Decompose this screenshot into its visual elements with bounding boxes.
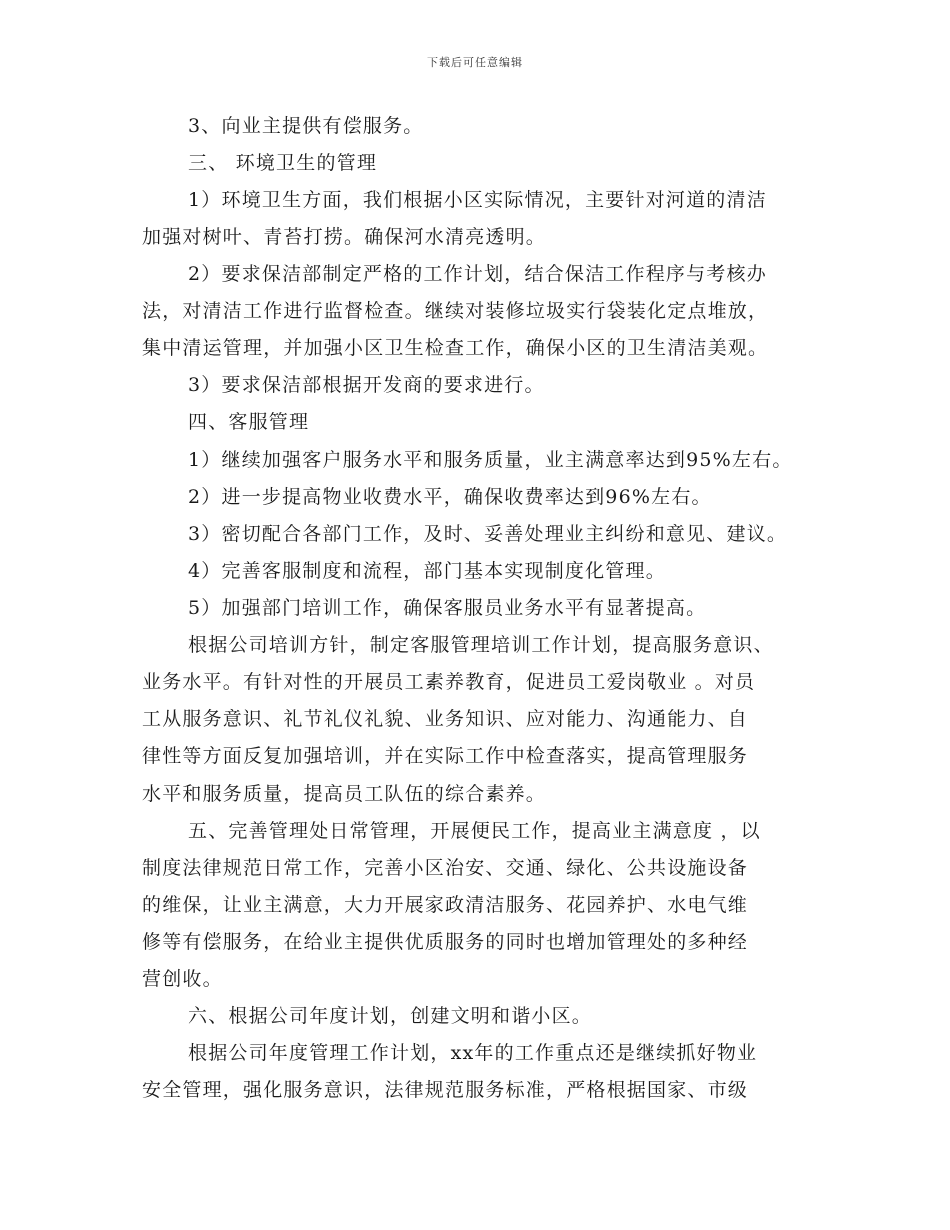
text-line: 制度法律规范日常工作，完善小区治安、交通、绿化、公共设施设备 [142, 857, 749, 879]
text-line: 修等有偿服务，在给业主提供优质服务的同时也增加管理处的多种经 [142, 931, 749, 953]
section-heading: 三、 环境卫生的管理 [188, 152, 378, 174]
text-line: 5）加强部门培训工作，确保客服员业务水平有显著提高。 [188, 597, 707, 619]
text-line: 根据公司培训方针，制定客服管理培训工作计划，提高服务意识、 [188, 634, 774, 656]
text-line: 2）进一步提高物业收费水平，确保收费率达到96%左右。 [188, 486, 712, 508]
text-line: 工从服务意识、礼节礼仪礼貌、业务知识、应对能力、沟通能力、自 [142, 708, 749, 730]
text-line: 五、完善管理处日常管理，开展便民工作，提高业主满意度 ，以 [188, 820, 761, 842]
text-line: 3、向业主提供有偿服务。 [188, 115, 424, 137]
text-line: 业务水平。有针对性的开展员工素养教育，促进员工爱岗敬业 。对员 [142, 671, 756, 693]
text-line: 1）环境卫生方面，我们根据小区实际情况，主要针对河道的清洁 [188, 189, 767, 211]
text-line: 法，对清洁工作进行监督检查。继续对装修垃圾实行袋装化定点堆放， [142, 300, 769, 322]
text-line: 加强对树叶、青苔打捞。确保河水清亮透明。 [142, 226, 547, 248]
text-line: 水平和服务质量，提高员工队伍的综合素养。 [142, 783, 547, 805]
text-line: 1）继续加强客户服务水平和服务质量，业主满意率达到95%左右。 [188, 449, 793, 471]
section-heading: 四、客服管理 [188, 411, 310, 433]
text-line: 2）要求保洁部制定严格的工作计划，结合保洁工作程序与考核办 [188, 263, 767, 285]
text-line: 4）完善客服制度和流程，部门基本实现制度化管理。 [188, 560, 666, 582]
text-line: 集中清运管理，并加强小区卫生检查工作，确保小区的卫生清洁美观。 [142, 337, 769, 359]
text-line: 安全管理，强化服务意识，法律规范服务标准，严格根据国家、市级 [142, 1079, 749, 1101]
text-line: 3）要求保洁部根据开发商的要求进行。 [188, 374, 545, 396]
text-line: 营创收。 [142, 968, 223, 990]
section-heading: 六、根据公司年度计划，创建文明和谐小区。 [188, 1005, 593, 1027]
text-line: 的维保，让业主满意，大力开展家政清洁服务、花园养护、水电气维 [142, 894, 749, 916]
page-header: 下载后可任意编辑 [427, 56, 523, 69]
text-line: 根据公司年度管理工作计划，xx年的工作重点还是继续抓好物业 [188, 1042, 758, 1064]
text-line: 3）密切配合各部门工作，及时、妥善处理业主纠纷和意见、建议。 [188, 523, 788, 545]
text-line: 律性等方面反复加强培训，并在实际工作中检查落实，提高管理服务 [142, 745, 749, 767]
